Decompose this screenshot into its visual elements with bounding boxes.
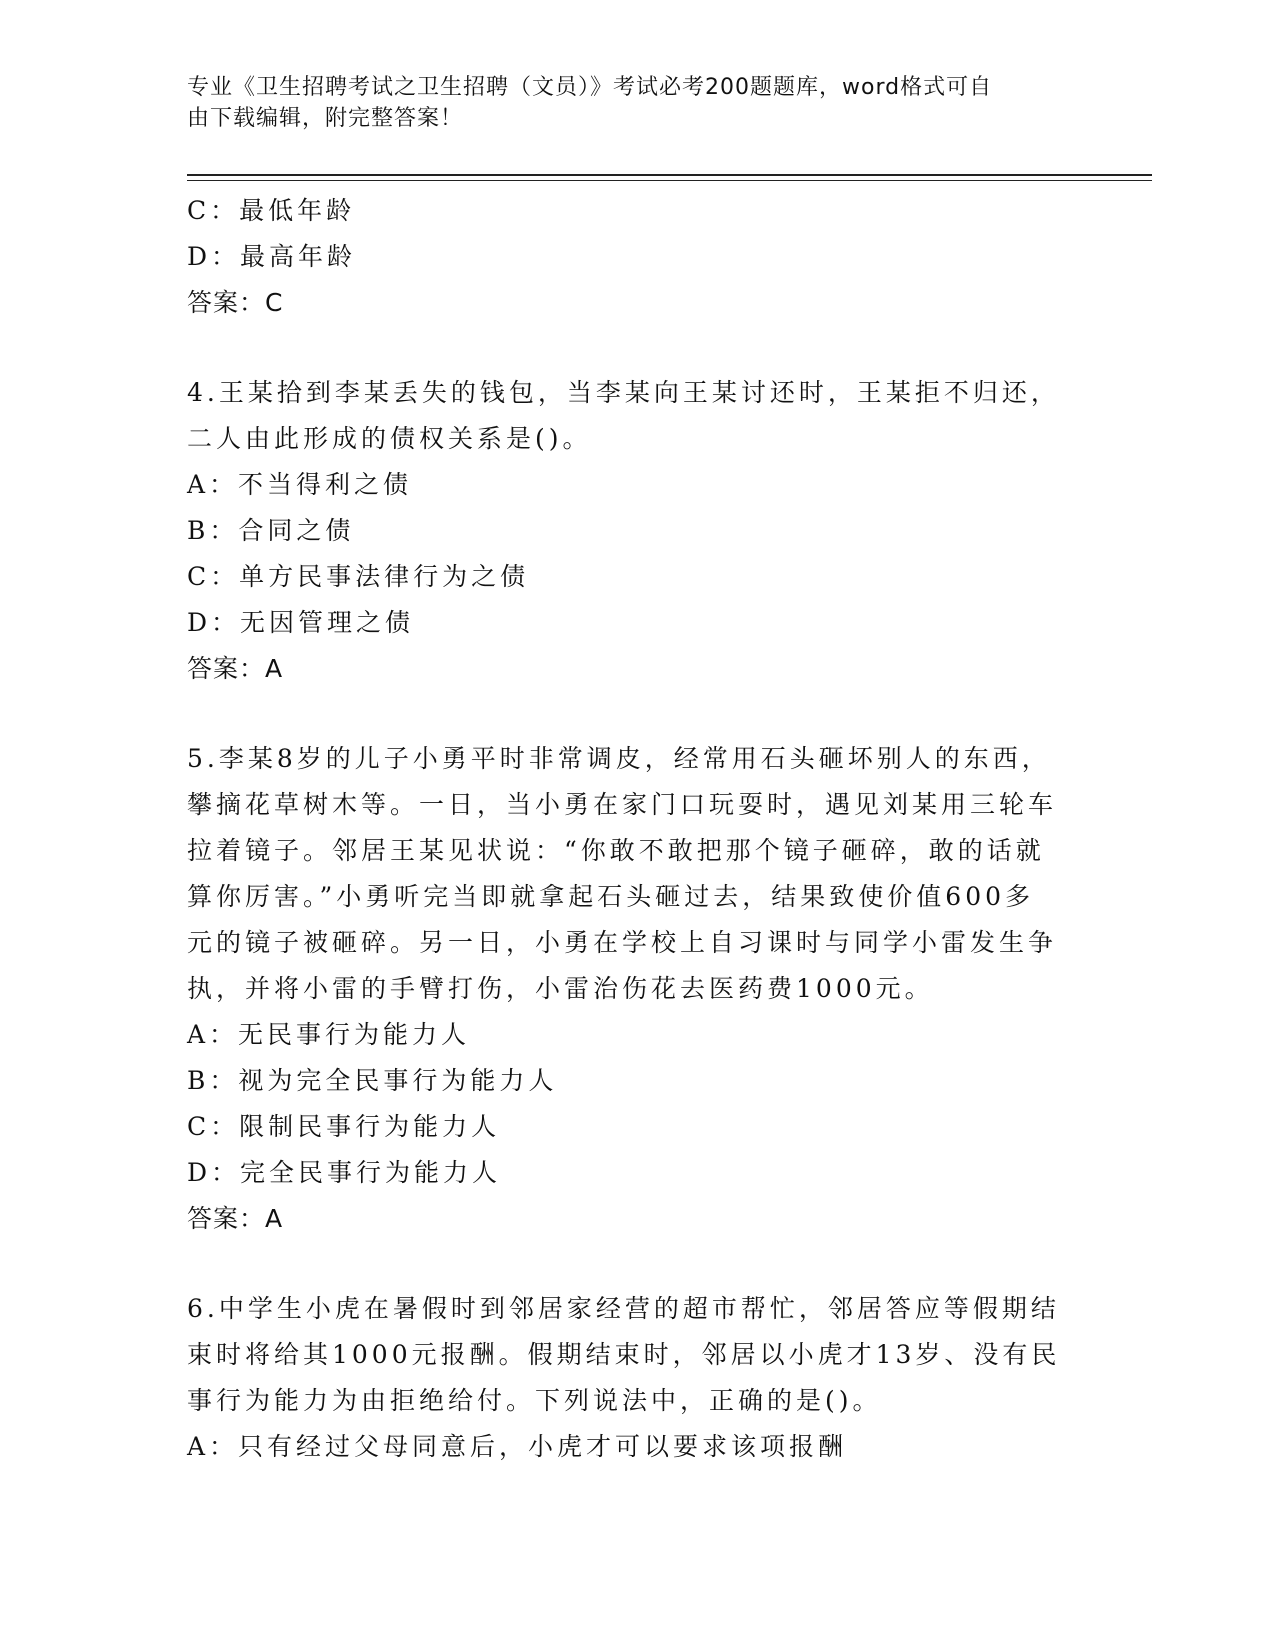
q3-option-c: C：最低年龄 bbox=[187, 196, 356, 225]
q5-stem-line-2: 攀摘花草树木等。一日，当小勇在家门口玩耍时，遇见刘某用三轮车 bbox=[187, 790, 1058, 819]
q5-option-b: B：视为完全民事行为能力人 bbox=[187, 1066, 558, 1095]
q4-option-a: A：不当得利之债 bbox=[187, 470, 413, 499]
header-divider-thick bbox=[187, 174, 1152, 176]
q6-option-a: A：只有经过父母同意后，小虎才可以要求该项报酬 bbox=[187, 1432, 848, 1461]
q5-answer: 答案：A bbox=[187, 1204, 284, 1233]
q4-stem-line-2: 二人由此形成的债权关系是()。 bbox=[187, 424, 592, 453]
question-spacer bbox=[187, 692, 1067, 736]
q5-stem-line-6: 执，并将小雷的手臂打伤，小雷治伤花去医药费1000元。 bbox=[187, 974, 934, 1003]
header-line-2: 由下载编辑，附完整答案！ bbox=[187, 106, 464, 131]
q5-option-c: C：限制民事行为能力人 bbox=[187, 1112, 501, 1141]
q4-option-c: C：单方民事法律行为之债 bbox=[187, 562, 530, 591]
question-6 bbox=[187, 1286, 1067, 1470]
q5-stem-line-3: 拉着镜子。邻居王某见状说：“你敢不敢把那个镜子砸碎，敢的话就 bbox=[187, 836, 1045, 865]
q3-option-d: D：最高年龄 bbox=[187, 242, 357, 271]
question-3 bbox=[187, 188, 1067, 326]
question-5 bbox=[187, 736, 1067, 1242]
header-divider-thin bbox=[187, 180, 1152, 181]
q5-option-d: D：完全民事行为能力人 bbox=[187, 1158, 502, 1187]
question-content bbox=[187, 188, 1067, 1470]
q5-stem-line-1: 5.李某8岁的儿子小勇平时非常调皮，经常用石头砸坏别人的东西， bbox=[187, 744, 1051, 773]
q6-stem-line-3: 事行为能力为由拒绝给付。下列说法中，正确的是()。 bbox=[187, 1386, 882, 1415]
q4-option-d: D：无因管理之债 bbox=[187, 608, 415, 637]
question-spacer bbox=[187, 326, 1067, 370]
q6-stem-line-2: 束时将给其1000元报酬。假期结束时，邻居以小虎才13岁、没有民 bbox=[187, 1340, 1061, 1369]
document-header bbox=[187, 72, 1067, 134]
question-4 bbox=[187, 370, 1067, 692]
q6-stem-line-1: 6.中学生小虎在暑假时到邻居家经营的超市帮忙，邻居答应等假期结 bbox=[187, 1294, 1060, 1323]
q4-option-b: B：合同之债 bbox=[187, 516, 355, 545]
q5-stem-line-4: 算你厉害。”小勇听完当即就拿起石头砸过去，结果致使价值600多 bbox=[187, 882, 1035, 911]
q4-answer: 答案：A bbox=[187, 654, 284, 683]
q4-stem-line-1: 4.王某拾到李某丢失的钱包，当李某向王某讨还时，王某拒不归还， bbox=[187, 378, 1060, 407]
question-spacer bbox=[187, 1242, 1067, 1286]
q5-option-a: A：无民事行为能力人 bbox=[187, 1020, 471, 1049]
header-line-1: 专业《卫生招聘考试之卫生招聘（文员）》考试必考200题题库，word格式可自 bbox=[187, 75, 993, 100]
q5-stem-line-5: 元的镜子被砸碎。另一日，小勇在学校上自习课时与同学小雷发生争 bbox=[187, 928, 1058, 957]
q3-answer: 答案：C bbox=[187, 288, 284, 317]
